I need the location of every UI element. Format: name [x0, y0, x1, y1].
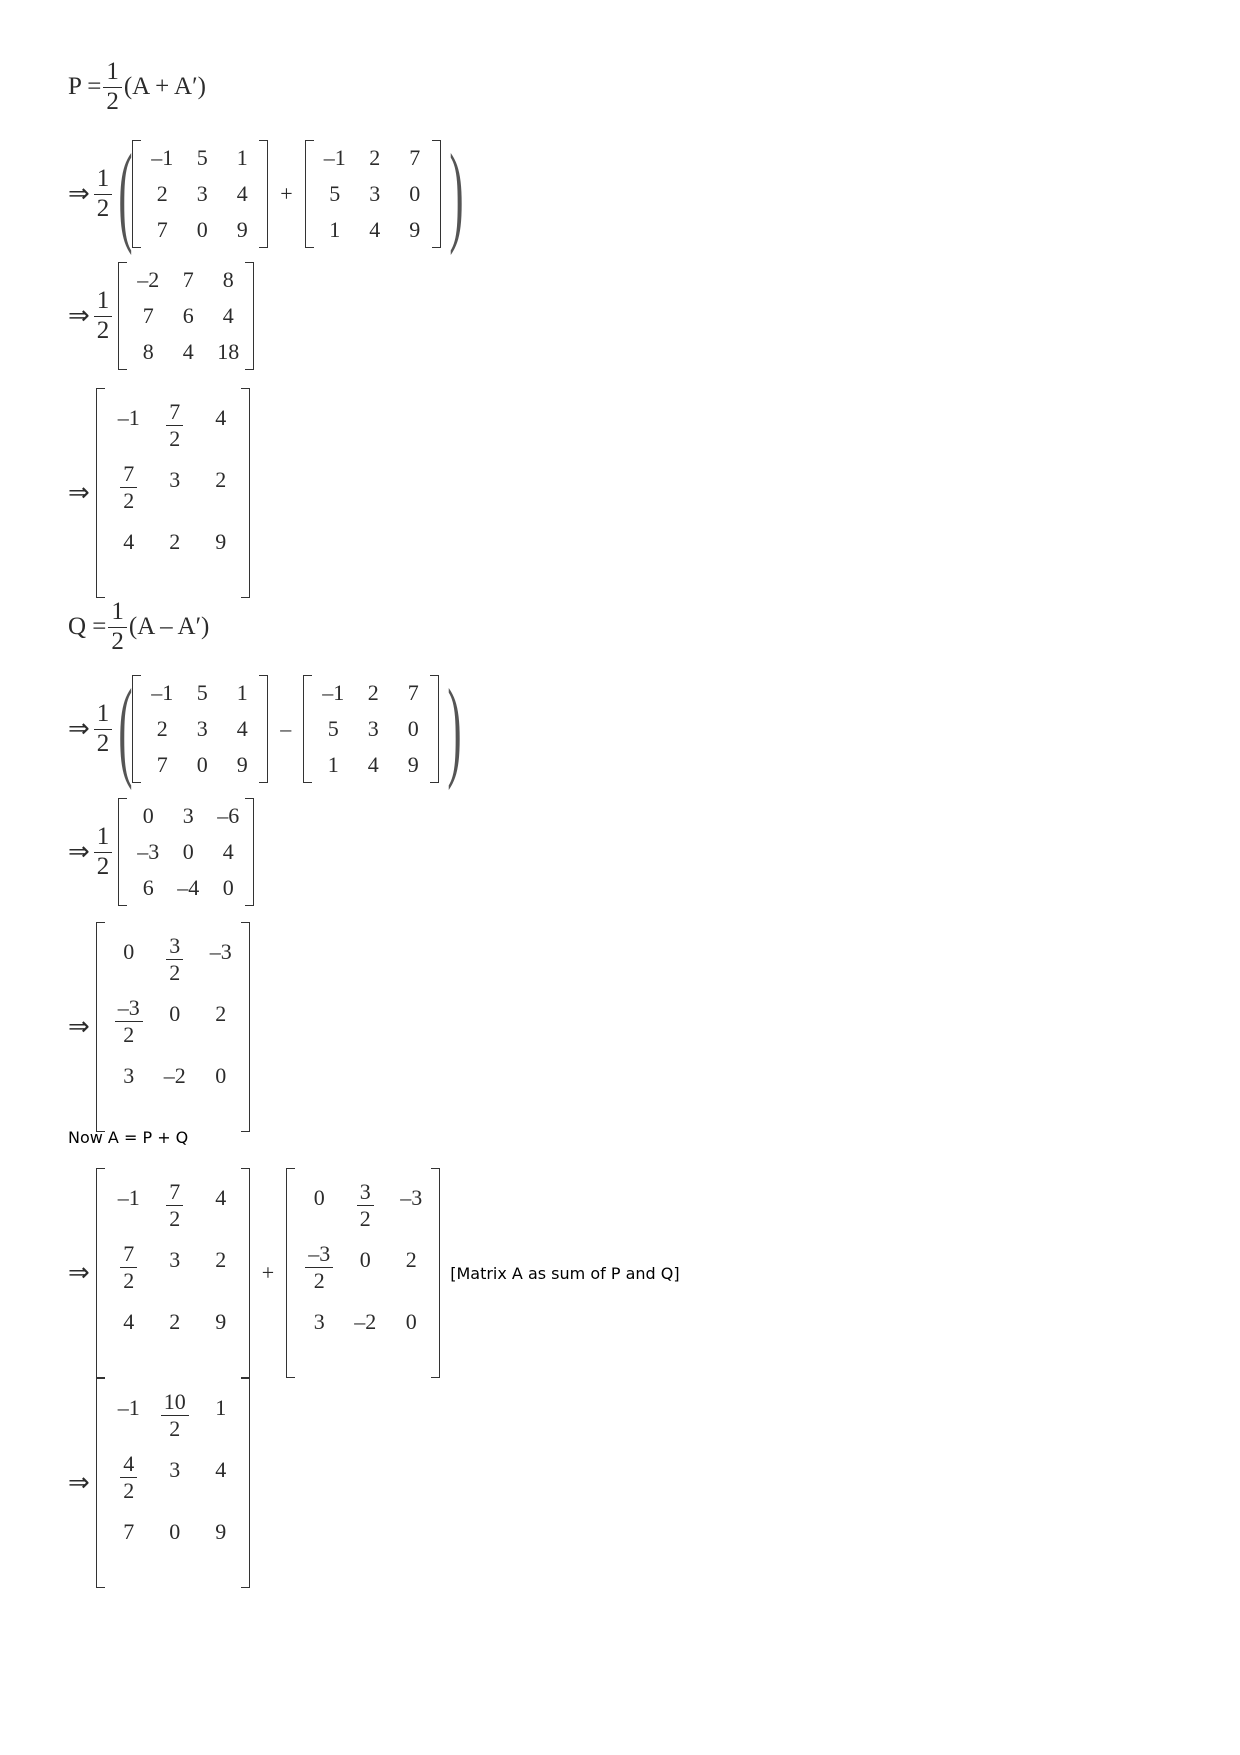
- matrix-cell: 3: [196, 716, 208, 741]
- matrix-cell: 0: [123, 939, 135, 964]
- matrix-p: [96, 1168, 250, 1378]
- matrix-cell: 7: [182, 267, 194, 292]
- matrix-cell: –1: [323, 145, 346, 170]
- matrix-cell: 4: [367, 752, 379, 777]
- matrix-cell: 3: [182, 803, 194, 828]
- matrix-cell: 3: [313, 1309, 325, 1334]
- matrix-cell: 4: [215, 1457, 227, 1482]
- p-step-sum-expression: [68, 132, 464, 256]
- q-step-diff-expression: [68, 667, 462, 791]
- matrix-cell: 0: [215, 1063, 227, 1088]
- matrix-cell: 2: [169, 1309, 181, 1334]
- right-paren: ): [447, 667, 462, 791]
- matrix-cell: 4: [236, 716, 248, 741]
- matrix-cell: 6: [182, 303, 194, 328]
- sum-note: [Matrix A as sum of P and Q]: [450, 1263, 680, 1283]
- matrix-cell: –1: [151, 680, 174, 705]
- matrix-cell: 2: [215, 467, 227, 492]
- matrix-q: [286, 1168, 440, 1378]
- matrix-cell: 9: [215, 1519, 227, 1544]
- cell-fraction: $\frac{7}{2}$: [120, 461, 137, 513]
- matrix-cell: 0: [196, 217, 208, 242]
- matrix-cell: 1: [236, 145, 248, 170]
- half-fraction: $\frac{1}{2}$: [94, 165, 113, 224]
- matrix-cell: –6: [217, 803, 240, 828]
- matrix-cell: 0: [405, 1309, 417, 1334]
- matrix-cell: 4: [236, 181, 248, 206]
- half-fraction: $\frac{1}{2}$: [94, 287, 113, 346]
- matrix-cell: 0: [196, 752, 208, 777]
- final-result: [68, 1378, 254, 1588]
- matrix-cell: 9: [409, 217, 421, 242]
- matrix-cell: [152, 1176, 198, 1234]
- matrix-cell: 2: [369, 145, 381, 170]
- matrix-cell: 3: [196, 181, 208, 206]
- cell-fraction: $\frac{10}{2}$: [161, 1389, 189, 1441]
- p-result: [68, 388, 254, 598]
- matrix-a: [132, 140, 268, 248]
- implies-symbol: ⇒: [68, 301, 90, 331]
- matrix-cell: 9: [236, 752, 248, 777]
- matrix-cell: –1: [117, 1395, 140, 1420]
- matrix-cell: 0: [169, 1519, 181, 1544]
- matrix-cell: 7: [407, 680, 419, 705]
- matrix-cell: 9: [215, 1309, 227, 1334]
- implies-symbol: ⇒: [68, 478, 90, 508]
- half-fraction: $\frac{1}{2}$: [94, 700, 113, 759]
- half-fraction: $\frac{1}{2}$: [108, 598, 127, 657]
- q-result: [68, 922, 254, 1132]
- matrix-cell: 4: [123, 1309, 135, 1334]
- matrix-a: [132, 675, 268, 783]
- matrix-cell: –1: [117, 405, 140, 430]
- q-lhs: Q =: [68, 613, 107, 641]
- implies-symbol: ⇒: [68, 1258, 90, 1288]
- plus-operator: +: [261, 1260, 275, 1285]
- matrix-cell: 9: [236, 217, 248, 242]
- cell-fraction: $\frac{4}{2}$: [120, 1451, 137, 1503]
- matrix-cell: 3: [367, 716, 379, 741]
- matrix-a-plus-at: [118, 262, 254, 370]
- matrix-cell: 2: [169, 529, 181, 554]
- matrix-cell: 1: [215, 1395, 227, 1420]
- matrix-cell: 5: [327, 716, 339, 741]
- matrix-cell: 3: [369, 181, 381, 206]
- left-paren: (: [118, 132, 133, 256]
- matrix-cell: 18: [217, 339, 240, 364]
- matrix-cell: 7: [142, 303, 154, 328]
- matrix-cell: 0: [313, 1185, 325, 1210]
- matrix-cell: 2: [215, 1001, 227, 1026]
- matrix-cell: 6: [142, 875, 154, 900]
- cell-fraction: $\frac{7}{2}$: [166, 399, 183, 451]
- matrix-cell: 4: [222, 839, 234, 864]
- matrix-cell: 1: [329, 217, 341, 242]
- matrix-cell: 5: [196, 145, 208, 170]
- matrix-cell: 4: [222, 303, 234, 328]
- matrix-cell: –2: [163, 1063, 186, 1088]
- matrix-cell: 2: [156, 181, 168, 206]
- matrix-cell: [342, 1176, 388, 1234]
- matrix-cell: 1: [236, 680, 248, 705]
- cell-fraction: $\frac{-3}{2}$: [305, 1241, 333, 1293]
- matrix-cell: 2: [405, 1247, 417, 1272]
- p-rhs: (A + A′): [123, 73, 206, 101]
- matrix-p: [96, 388, 250, 598]
- matrix-cell: [152, 930, 198, 988]
- cell-fraction: $\frac{3}{2}$: [166, 933, 183, 985]
- implies-symbol: ⇒: [68, 714, 90, 744]
- matrix-cell: 7: [409, 145, 421, 170]
- matrix-result: [96, 1378, 250, 1588]
- p-definition: [68, 58, 206, 117]
- matrix-cell: [152, 1386, 198, 1444]
- matrix-cell: –4: [177, 875, 200, 900]
- half-fraction: $\frac{1}{2}$: [94, 823, 113, 882]
- plus-operator: +: [280, 181, 293, 206]
- implies-symbol: ⇒: [68, 1012, 90, 1042]
- p-lhs: P =: [68, 73, 102, 101]
- matrix-cell: 0: [407, 716, 419, 741]
- now-statement: Now A = P + Q: [68, 1128, 189, 1147]
- matrix-cell: –1: [117, 1185, 140, 1210]
- matrix-cell: 3: [169, 467, 181, 492]
- implies-symbol: ⇒: [68, 179, 90, 209]
- matrix-cell: –3: [137, 839, 160, 864]
- matrix-cell: –3: [209, 939, 232, 964]
- matrix-cell: 2: [215, 1247, 227, 1272]
- matrix-cell: [106, 458, 152, 516]
- matrix-cell: 1: [327, 752, 339, 777]
- matrix-cell: 7: [123, 1519, 135, 1544]
- implies-symbol: ⇒: [68, 1468, 90, 1498]
- matrix-cell: 4: [215, 405, 227, 430]
- matrix-cell: 2: [156, 716, 168, 741]
- matrix-cell: 5: [196, 680, 208, 705]
- matrix-a-transpose: [303, 675, 439, 783]
- matrix-cell: –1: [322, 680, 345, 705]
- matrix-cell: 4: [369, 217, 381, 242]
- matrix-cell: 9: [215, 529, 227, 554]
- matrix-cell: 7: [156, 217, 168, 242]
- a-as-sum: [68, 1168, 680, 1378]
- q-definition: [68, 598, 209, 657]
- right-paren: ): [449, 132, 464, 256]
- cell-fraction: $\frac{7}{2}$: [166, 1179, 183, 1231]
- implies-symbol: ⇒: [68, 837, 90, 867]
- matrix-cell: 0: [182, 839, 194, 864]
- cell-fraction: $\frac{-3}{2}$: [115, 995, 143, 1047]
- left-paren: (: [118, 667, 133, 791]
- minus-operator: –: [280, 716, 292, 741]
- matrix-cell: –1: [151, 145, 174, 170]
- matrix-cell: 4: [215, 1185, 227, 1210]
- matrix-q: [96, 922, 250, 1132]
- matrix-cell: 0: [409, 181, 421, 206]
- matrix-cell: 8: [222, 267, 234, 292]
- matrix-cell: 4: [123, 529, 135, 554]
- matrix-cell: –3: [400, 1185, 423, 1210]
- matrix-cell: 3: [123, 1063, 135, 1088]
- p-step-summed: [68, 262, 258, 370]
- matrix-cell: 8: [142, 339, 154, 364]
- matrix-cell: 0: [359, 1247, 371, 1272]
- matrix-cell: [106, 1238, 152, 1296]
- matrix-cell: 7: [156, 752, 168, 777]
- matrix-cell: 9: [407, 752, 419, 777]
- cell-fraction: $\frac{7}{2}$: [120, 1241, 137, 1293]
- matrix-cell: 2: [367, 680, 379, 705]
- matrix-cell: [106, 992, 152, 1050]
- matrix-cell: 0: [142, 803, 154, 828]
- matrix-cell: 4: [182, 339, 194, 364]
- matrix-cell: 5: [329, 181, 341, 206]
- matrix-cell: 3: [169, 1247, 181, 1272]
- matrix-cell: –2: [354, 1309, 377, 1334]
- q-rhs: (A – A′): [128, 613, 210, 641]
- matrix-cell: [296, 1238, 342, 1296]
- matrix-a-transpose: [305, 140, 441, 248]
- matrix-cell: –2: [137, 267, 160, 292]
- cell-fraction: $\frac{3}{2}$: [357, 1179, 374, 1231]
- matrix-cell: 0: [222, 875, 234, 900]
- matrix-cell: [152, 396, 198, 454]
- matrix-cell: [106, 1448, 152, 1506]
- half-fraction: $\frac{1}{2}$: [103, 58, 122, 117]
- matrix-cell: 0: [169, 1001, 181, 1026]
- q-step-diffed: [68, 798, 258, 906]
- matrix-cell: 3: [169, 1457, 181, 1482]
- matrix-a-minus-at: [118, 798, 254, 906]
